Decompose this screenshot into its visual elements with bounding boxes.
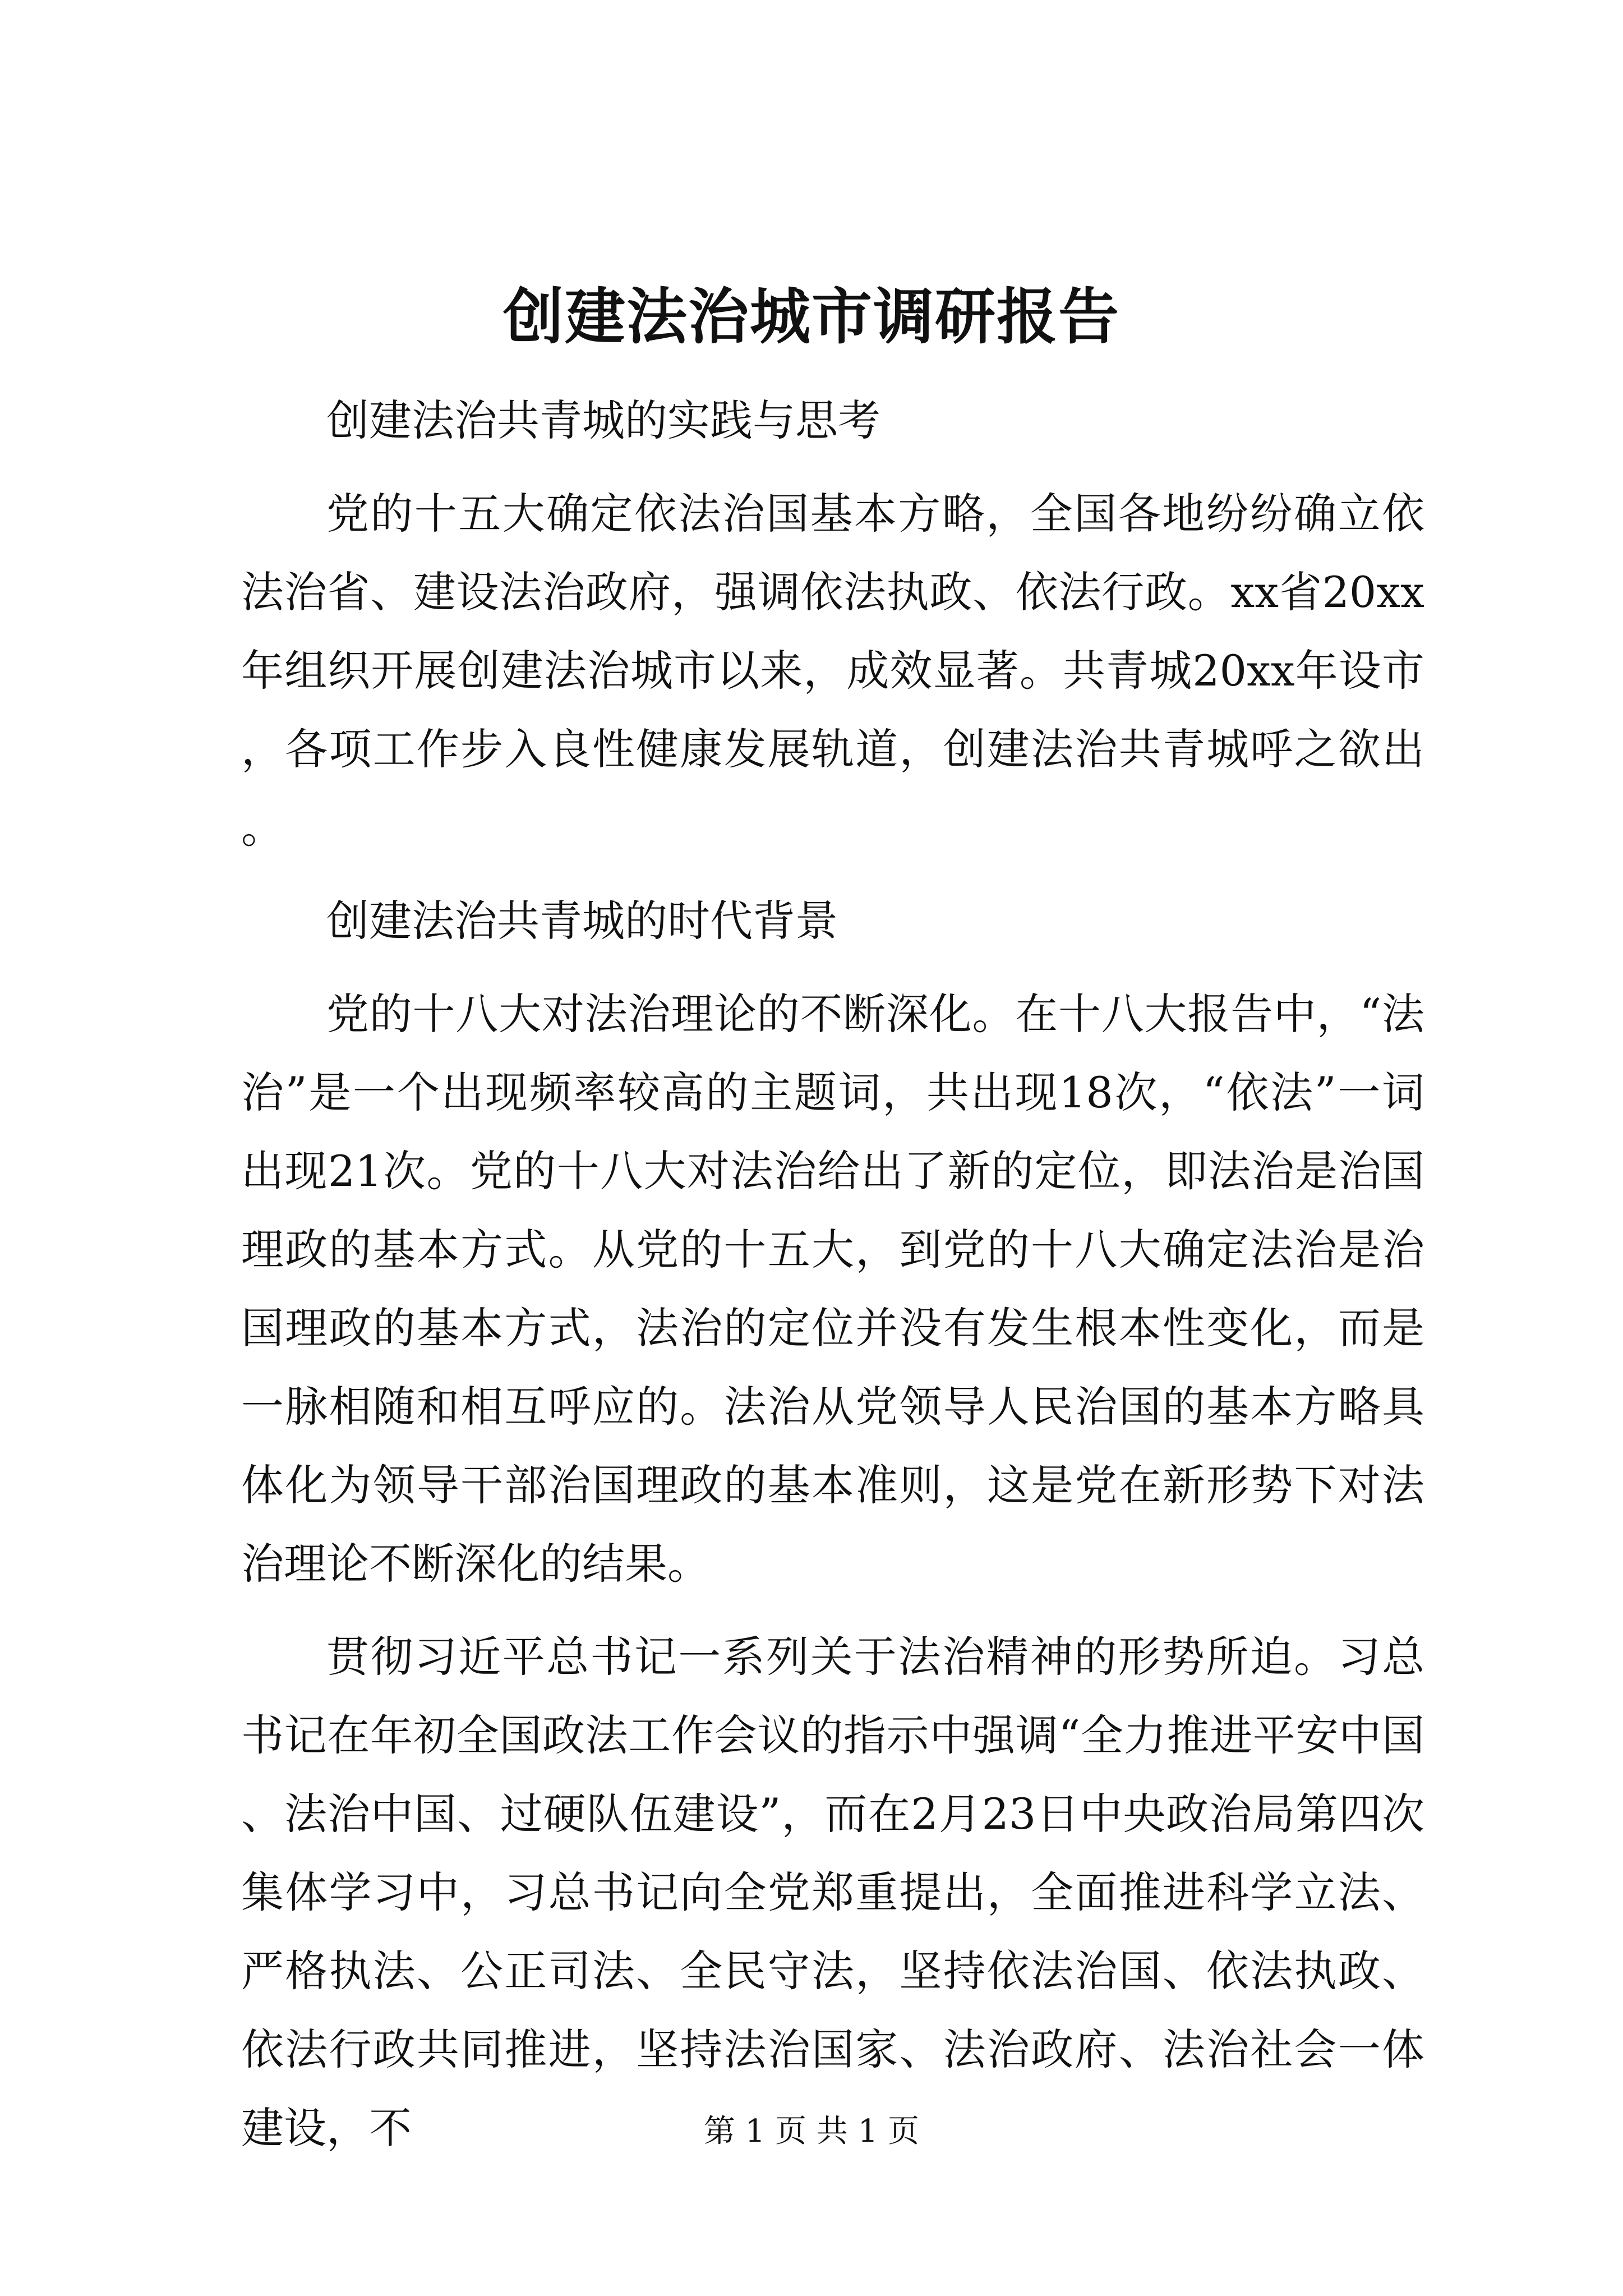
section-subtitle: 创建法治共青城的实践与思考 bbox=[326, 395, 880, 445]
document-body bbox=[241, 381, 1424, 2182]
body-paragraph: 党的十五大确定依法治国基本方略，全国各地纷纷确立依法治省、建设法治政府，强调依法执政、依法行政。xx省20xx年组织开展创建法治城市以来，成效显著。共青城20xx年设市，各项工作步入良性健康发展轨道，创建法治共青城呼之欲出。 bbox=[241, 489, 1424, 853]
page-footer: 第 1 页 共 1 页 bbox=[703, 2113, 920, 2150]
body-paragraph: 贯彻习近平总书记一系列关于法治精神的形势所迫。习总书记在年初全国政法工作会议的指示中强调“全力推进平安中国、法治中国、过硬队伍建设”，而在2月23日中央政治局第四次集体学习中，习总书记向全党郑重提出，全面推进科学立法、严格执法、公正司法、全民守法，坚持依法治国、依法执政、依法行政共同推进，坚持法治国家、法治政府、法治社会一体建设，不 bbox=[241, 1632, 1424, 2153]
section-heading: 创建法治共青城的时代背景 bbox=[326, 896, 838, 946]
body-paragraph: 党的十八大对法治理论的不断深化。在十八大报告中，“法治”是一个出现频率较高的主题词，共出现18次，“依法”一词出现21次。党的十八大对法治给出了新的定位，即法治是治国理政的基本方式。从党的十五大，到党的十八大确定法治是治国理政的基本方式，法治的定位并没有发生根本性变化，而是一脉相随和相互呼应的。法治从党领导人民治国的基本方略具体化为领导干部治国理政的基本准则，这是党在新形势下对法治理论不断深化的结果。 bbox=[241, 989, 1424, 1589]
document-title: 创建法治城市调研报告 bbox=[502, 282, 1120, 352]
